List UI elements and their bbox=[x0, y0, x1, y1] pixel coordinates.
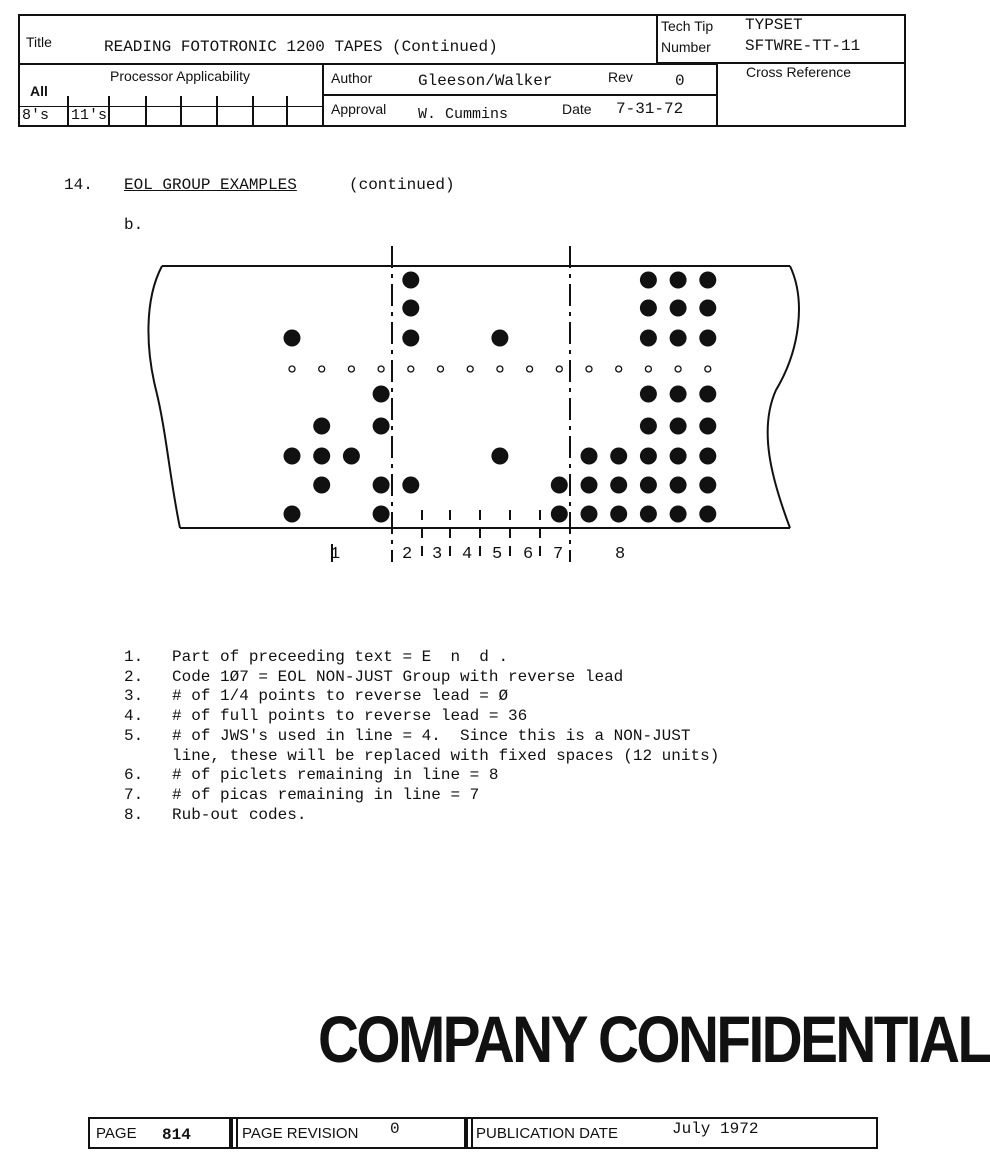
section-heading: EOL GROUP EXAMPLES bbox=[124, 176, 297, 194]
segment-label: 7 bbox=[553, 545, 564, 564]
date-value: 7-31-72 bbox=[616, 100, 684, 118]
approval-label: Approval bbox=[331, 101, 387, 117]
note-number: 8. bbox=[124, 805, 144, 824]
note-number: 1. bbox=[124, 648, 144, 666]
segment-label: 3 bbox=[432, 545, 443, 564]
note-number bbox=[124, 747, 172, 767]
processor-cell: 8's bbox=[22, 107, 50, 124]
author-label: Author bbox=[331, 70, 373, 86]
note-number: 5. bbox=[124, 726, 144, 745]
code-hole bbox=[640, 448, 657, 465]
sprocket-hole bbox=[289, 366, 295, 372]
subsection-label: b. bbox=[124, 216, 144, 234]
publication-date-label: PUBLICATION DATE bbox=[476, 1125, 618, 1142]
code-hole bbox=[581, 448, 598, 465]
code-hole bbox=[699, 300, 716, 317]
code-hole bbox=[551, 477, 568, 494]
segment-label: 1 bbox=[330, 545, 341, 564]
notes-list bbox=[124, 648, 719, 825]
note-text: # of 1/4 points to reverse lead = Ø bbox=[172, 687, 509, 706]
note-item bbox=[124, 707, 719, 727]
code-hole bbox=[402, 272, 419, 289]
note-text: # of piclets remaining in line = 8 bbox=[172, 766, 499, 785]
footer-divider bbox=[236, 1117, 238, 1149]
footer-divider bbox=[471, 1117, 473, 1149]
processor-cell-divider bbox=[145, 96, 147, 127]
segment-label: 4 bbox=[462, 545, 473, 564]
code-hole bbox=[284, 330, 301, 347]
code-hole bbox=[313, 448, 330, 465]
code-hole bbox=[343, 448, 360, 465]
publication-date-value: July 1972 bbox=[672, 1120, 759, 1138]
segment-label: 5 bbox=[492, 545, 503, 564]
rev-label: Rev bbox=[608, 69, 633, 85]
sprocket-hole bbox=[378, 366, 384, 372]
code-hole bbox=[491, 448, 508, 465]
rev-value: 0 bbox=[675, 72, 685, 90]
code-hole bbox=[699, 477, 716, 494]
sprocket-hole bbox=[319, 366, 325, 372]
note-number: 7. bbox=[124, 785, 144, 804]
processor-cell-divider bbox=[67, 96, 69, 127]
segment-label: 2 bbox=[402, 545, 413, 564]
note-item bbox=[124, 747, 719, 767]
code-hole bbox=[699, 330, 716, 347]
code-hole bbox=[402, 477, 419, 494]
note-text: Part of preceeding text = E n d . bbox=[172, 648, 509, 666]
code-hole bbox=[699, 418, 716, 435]
sprocket-hole bbox=[705, 366, 711, 372]
code-hole bbox=[670, 272, 687, 289]
code-hole bbox=[610, 448, 627, 465]
tech-tip-number-label: Number bbox=[661, 39, 711, 55]
cross-reference-label: Cross Reference bbox=[746, 64, 852, 80]
code-hole bbox=[640, 300, 657, 317]
sprocket-hole bbox=[675, 366, 681, 372]
code-hole bbox=[284, 448, 301, 465]
code-hole bbox=[313, 477, 330, 494]
sprocket-hole bbox=[556, 366, 562, 372]
code-hole bbox=[699, 272, 716, 289]
note-item bbox=[124, 687, 719, 707]
sprocket-hole bbox=[467, 366, 473, 372]
processor-row-top bbox=[18, 106, 323, 107]
note-item bbox=[124, 727, 719, 747]
code-hole bbox=[670, 300, 687, 317]
note-number: 6. bbox=[124, 766, 144, 785]
sprocket-hole bbox=[497, 366, 503, 372]
tape-holes bbox=[284, 272, 717, 523]
section-number: 14. bbox=[64, 176, 93, 194]
page-revision-value: 0 bbox=[390, 1120, 400, 1138]
sprocket-hole bbox=[616, 366, 622, 372]
note-item bbox=[124, 668, 719, 688]
page-revision-label: PAGE REVISION bbox=[242, 1125, 359, 1142]
header-hdivider bbox=[322, 94, 718, 96]
code-hole bbox=[402, 330, 419, 347]
tech-tip-number-value: SFTWRE-TT-11 bbox=[745, 37, 861, 55]
note-text: Code 1Ø7 = EOL NON-JUST Group with reverse lead bbox=[172, 667, 624, 686]
section-heading-suffix: (continued) bbox=[349, 176, 455, 194]
code-hole bbox=[581, 477, 598, 494]
code-hole bbox=[670, 330, 687, 347]
segment-dividers bbox=[332, 246, 570, 562]
all-label: All bbox=[30, 83, 48, 99]
note-item bbox=[124, 806, 719, 826]
code-hole bbox=[670, 477, 687, 494]
note-text: # of full points to reverse lead = 36 bbox=[172, 707, 528, 726]
date-label: Date bbox=[562, 101, 592, 117]
note-number: 2. bbox=[124, 667, 144, 686]
code-hole bbox=[373, 477, 390, 494]
header-divider bbox=[18, 63, 718, 65]
code-hole bbox=[640, 272, 657, 289]
sprocket-hole bbox=[408, 366, 414, 372]
title-label: Title bbox=[26, 34, 52, 50]
code-hole bbox=[373, 418, 390, 435]
processor-cell-divider bbox=[252, 96, 254, 127]
page-value: 814 bbox=[162, 1126, 191, 1144]
processor-cell-divider bbox=[216, 96, 218, 127]
processor-cell-divider bbox=[286, 96, 288, 127]
code-hole bbox=[699, 386, 716, 403]
code-hole bbox=[373, 386, 390, 403]
header-vdivider bbox=[656, 14, 658, 64]
processor-applicability-label: Processor Applicability bbox=[110, 68, 251, 84]
code-hole bbox=[699, 448, 716, 465]
code-hole bbox=[699, 506, 716, 523]
code-hole bbox=[491, 330, 508, 347]
code-hole bbox=[640, 330, 657, 347]
code-hole bbox=[610, 506, 627, 523]
segment-label: 8 bbox=[615, 545, 626, 564]
code-hole bbox=[670, 506, 687, 523]
note-item bbox=[124, 786, 719, 806]
code-hole bbox=[284, 506, 301, 523]
note-text: # of JWS's used in line = 4. Since this is a NON-JUST bbox=[172, 726, 691, 745]
stamp-text: COMPANY CONFIDENTIAL bbox=[318, 1002, 990, 1076]
note-number: 4. bbox=[124, 707, 144, 726]
tech-tip-value: TYPSET bbox=[745, 16, 803, 34]
sprocket-hole bbox=[586, 366, 592, 372]
code-hole bbox=[670, 386, 687, 403]
code-hole bbox=[670, 418, 687, 435]
sprocket-hole bbox=[645, 366, 651, 372]
code-hole bbox=[581, 506, 598, 523]
author-value: Gleeson/Walker bbox=[418, 72, 553, 90]
note-item bbox=[124, 766, 719, 786]
note-text: Rub-out codes. bbox=[172, 805, 307, 824]
code-hole bbox=[670, 448, 687, 465]
code-hole bbox=[551, 506, 568, 523]
sprocket-hole bbox=[438, 366, 444, 372]
code-hole bbox=[640, 477, 657, 494]
code-hole bbox=[640, 386, 657, 403]
processor-cell-divider bbox=[180, 96, 182, 127]
note-number: 3. bbox=[124, 687, 144, 706]
approval-value: W. Cummins bbox=[418, 106, 509, 123]
code-hole bbox=[640, 418, 657, 435]
code-hole bbox=[313, 418, 330, 435]
sprocket-hole bbox=[348, 366, 354, 372]
paper-tape-diagram bbox=[140, 240, 820, 570]
company-confidential-stamp bbox=[318, 1002, 990, 1080]
note-item bbox=[124, 648, 719, 668]
note-text: # of picas remaining in line = 7 bbox=[172, 785, 480, 804]
page-label: PAGE bbox=[96, 1125, 137, 1142]
processor-cell: 11's bbox=[71, 107, 108, 124]
code-hole bbox=[610, 477, 627, 494]
processor-cell-divider bbox=[108, 96, 110, 127]
tech-tip-label: Tech Tip bbox=[661, 18, 714, 34]
segment-labels bbox=[330, 545, 625, 564]
code-hole bbox=[402, 300, 419, 317]
note-text: line, these will be replaced with fixed spaces (12 units) bbox=[172, 746, 720, 765]
segment-label: 6 bbox=[523, 545, 534, 564]
code-hole bbox=[373, 506, 390, 523]
title-value: READING FOTOTRONIC 1200 TAPES (Continued) bbox=[104, 38, 498, 56]
code-hole bbox=[640, 506, 657, 523]
sprocket-hole bbox=[527, 366, 533, 372]
